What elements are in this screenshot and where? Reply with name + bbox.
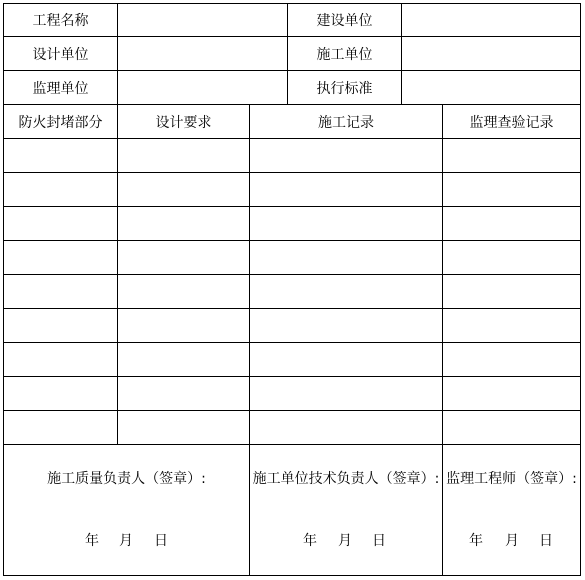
date-day-label: 日 bbox=[154, 533, 168, 549]
column-header-fire-sealing-part: 防火封堵部分 bbox=[18, 114, 103, 131]
date-month-label: 月 bbox=[338, 533, 352, 549]
column-header-construction-record: 施工记录 bbox=[318, 114, 374, 131]
supervision-unit-label: 监理单位 bbox=[32, 80, 89, 97]
row-divider bbox=[4, 444, 580, 445]
construction-unit-label: 建设单位 bbox=[316, 13, 373, 29]
row-divider bbox=[4, 274, 580, 275]
row-divider bbox=[4, 410, 580, 411]
col-divider bbox=[401, 4, 402, 104]
row-divider bbox=[4, 206, 580, 207]
date-year-label: 年 bbox=[85, 533, 99, 549]
col-divider bbox=[117, 4, 118, 444]
col-divider bbox=[442, 104, 443, 575]
date-year-label: 年 bbox=[469, 533, 483, 549]
date-year-label: 年 bbox=[303, 533, 317, 549]
row-divider bbox=[4, 308, 580, 309]
row-divider bbox=[4, 172, 580, 173]
project-name-label: 工程名称 bbox=[32, 13, 89, 29]
col-divider bbox=[249, 104, 250, 575]
column-header-supervision-record: 监理查验记录 bbox=[469, 114, 554, 131]
row-divider bbox=[4, 376, 580, 377]
date-day-label: 日 bbox=[539, 533, 553, 549]
fire-sealing-inspection-form bbox=[3, 3, 581, 576]
supervisor-signature-label: 监理工程师（签章）: bbox=[446, 471, 577, 487]
standard-label: 执行标准 bbox=[316, 80, 373, 97]
column-header-design-requirement: 设计要求 bbox=[155, 114, 212, 131]
tech-lead-signature-label: 施工单位技术负责人（签章）: bbox=[252, 471, 440, 487]
builder-unit-label: 施工单位 bbox=[316, 46, 373, 63]
row-divider bbox=[4, 138, 580, 139]
row-divider bbox=[4, 240, 580, 241]
row-divider bbox=[4, 342, 580, 343]
design-unit-label: 设计单位 bbox=[32, 46, 89, 63]
date-month-label: 月 bbox=[505, 533, 519, 549]
date-month-label: 月 bbox=[119, 533, 133, 549]
quality-lead-signature-label: 施工质量负责人（签章）: bbox=[47, 471, 206, 487]
date-day-label: 日 bbox=[372, 533, 386, 549]
